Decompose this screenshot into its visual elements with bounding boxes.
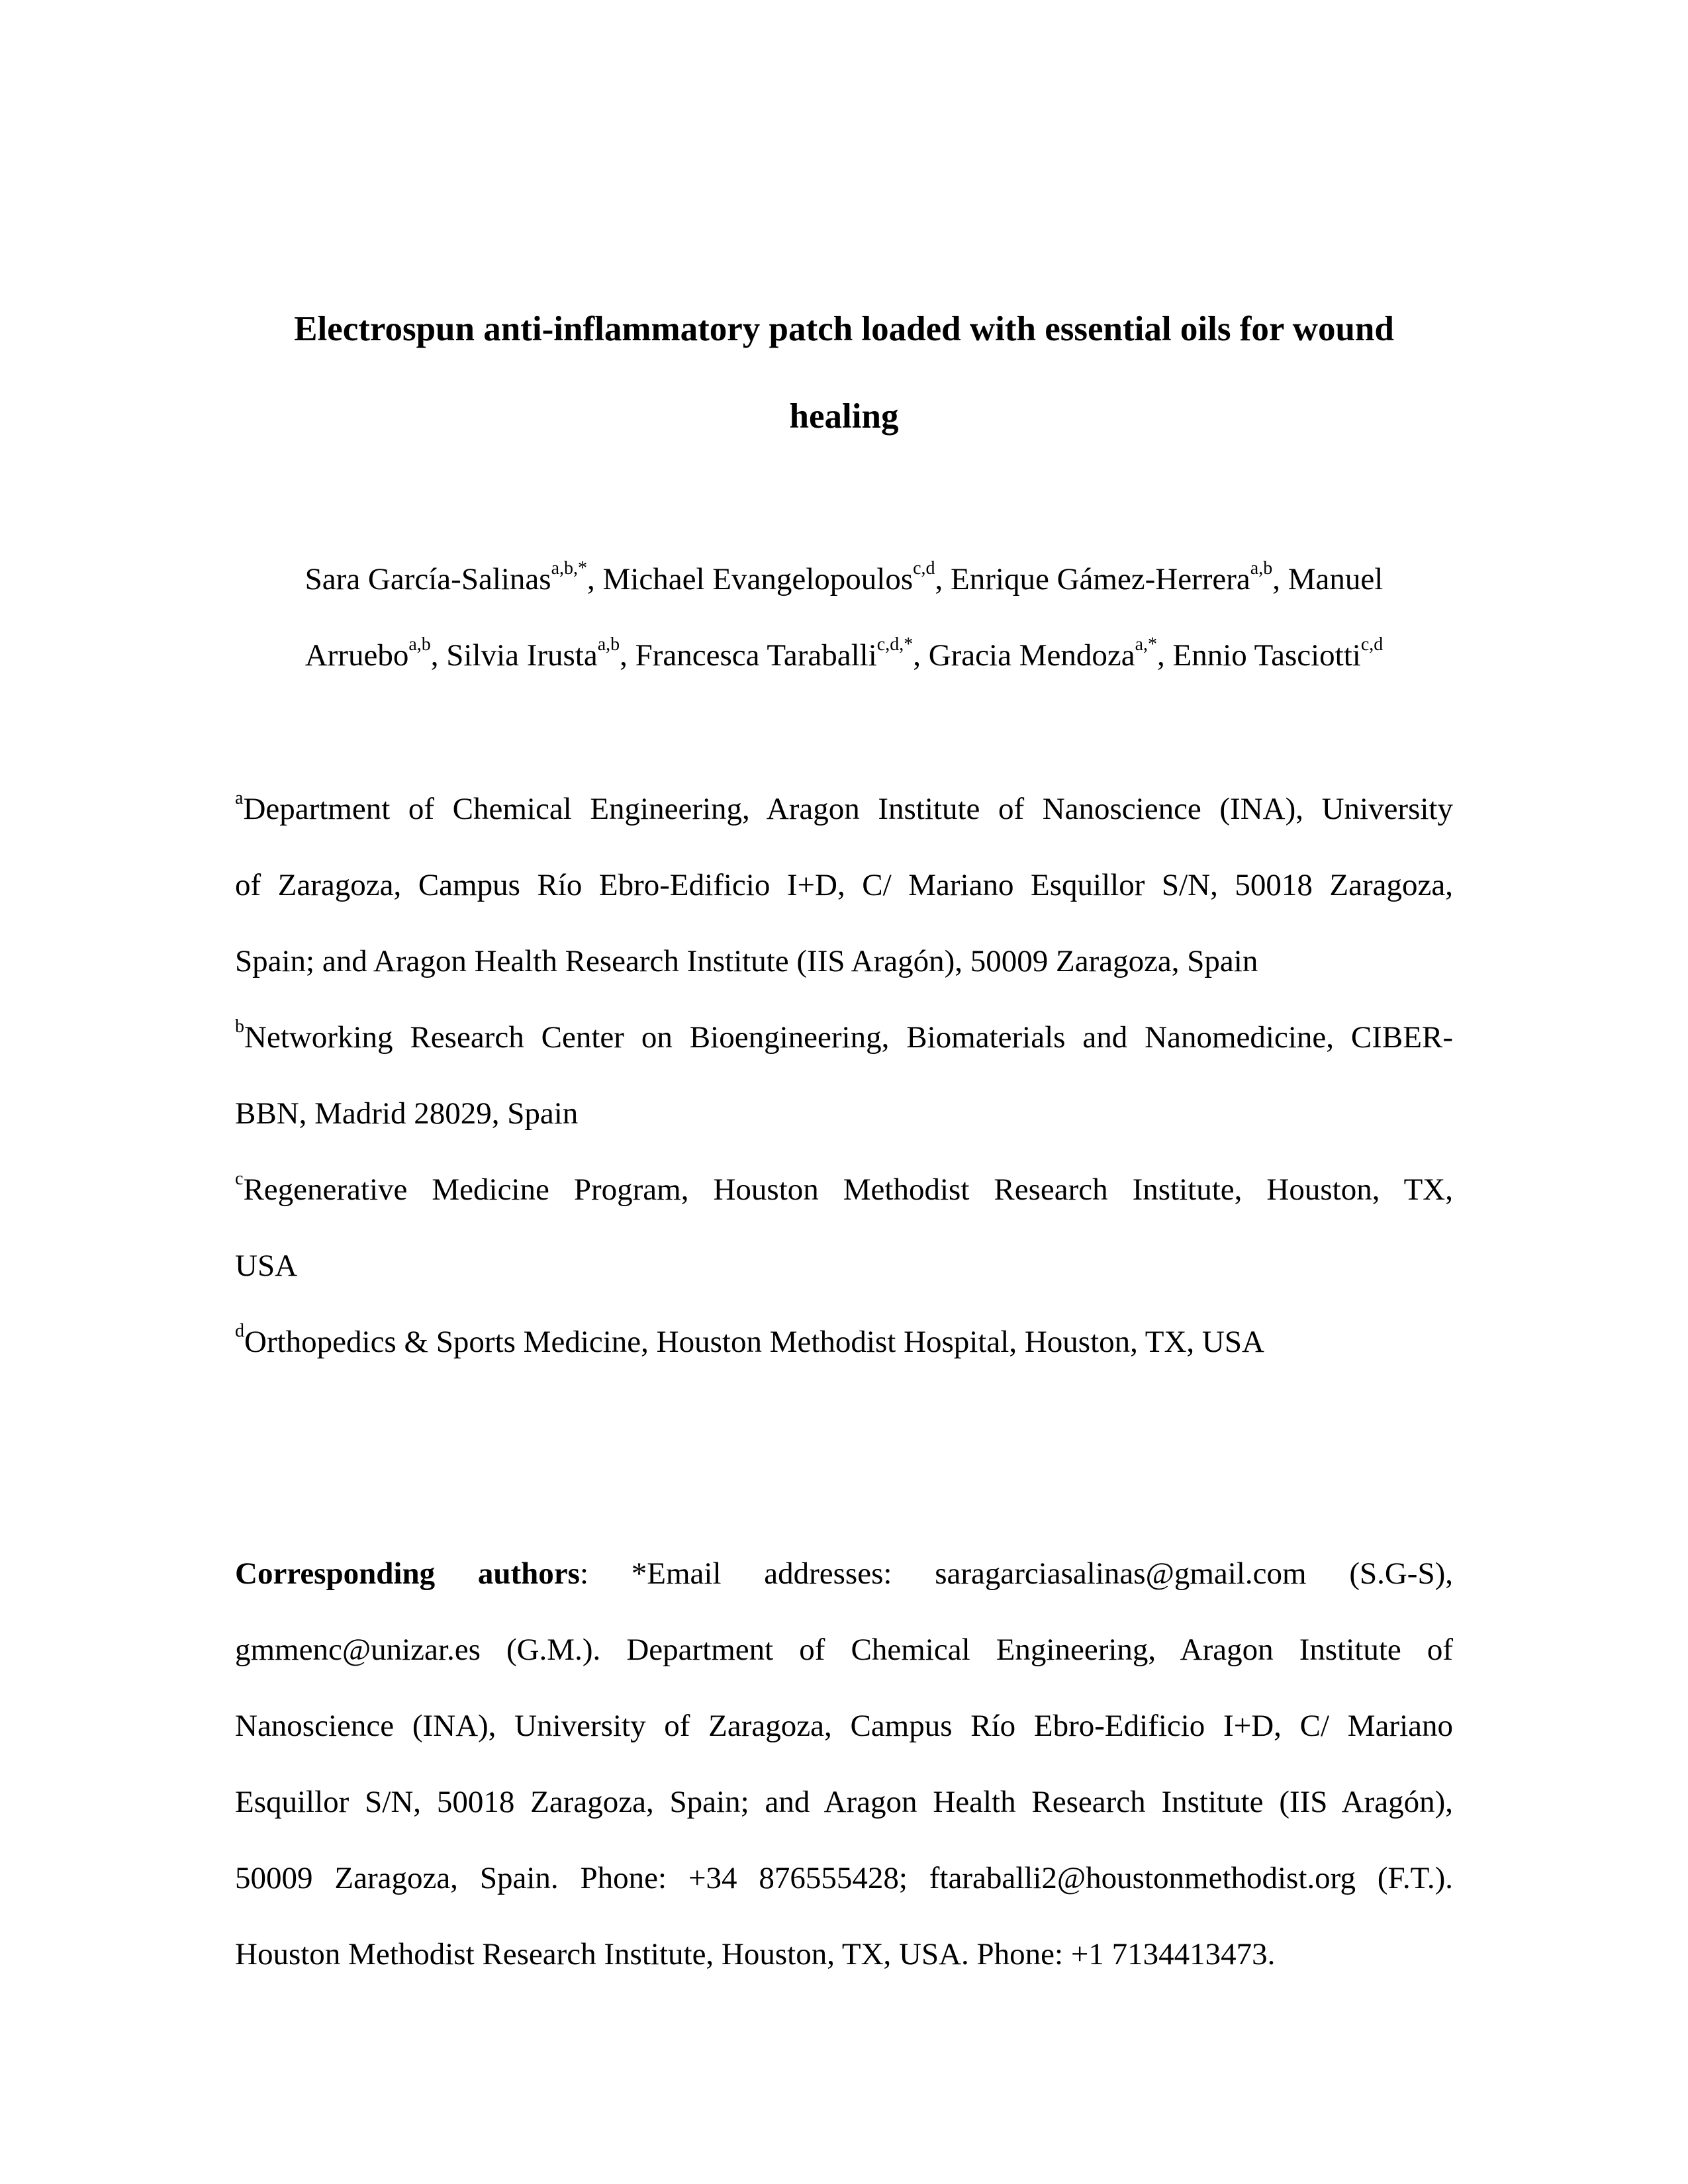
correspondence-line-2: gmmenc@unizar.es (G.M.). Department of Chemical Engineering, Aragon Institute of: [235, 1633, 1453, 1667]
correspondence-line-3: Nanoscience (INA), University of Zaragoza, Campus Río Ebro-Edificio I+D, C/ Mariano: [235, 1709, 1453, 1743]
correspondence-label: Corresponding authors: [235, 1556, 580, 1591]
author-name: , Ennio Tasciotti: [1157, 638, 1361, 673]
affiliation-d-line-1: [235, 1322, 1264, 1362]
affiliation-b-line-2: BBN, Madrid 28029, Spain: [235, 1096, 579, 1131]
author-name: , Michael Evangelopoulos: [587, 562, 914, 596]
correspondence-line-1: [235, 1554, 1453, 1593]
author-name: , Gracia Mendoza: [913, 638, 1135, 673]
affiliation-marker: b: [235, 1016, 244, 1037]
author-line-1: [199, 559, 1489, 599]
paper-title-line-2: healing: [789, 397, 899, 436]
affiliation-a-line-1: [235, 789, 1453, 829]
correspondence-line-4: Esquillor S/N, 50018 Zaragoza, Spain; and Aragon Health Research Institute (IIS Aragón),: [235, 1785, 1453, 1819]
author-affiliation-marker: a,b: [408, 634, 431, 655]
affiliation-text: Networking Research Center on Bioengineering, Biomaterials and Nanomedicine, CIBER-: [244, 1020, 1453, 1055]
author-line-2: [199, 636, 1489, 675]
affiliation-a-line-3: Spain; and Aragon Health Research Institute (IIS Aragón), 50009 Zaragoza, Spain: [235, 944, 1258, 978]
affiliation-b-line-1: [235, 1018, 1453, 1057]
affiliation-marker: a: [235, 788, 244, 809]
affiliation-c-line-2: USA: [235, 1249, 298, 1283]
author-affiliation-marker: c,d: [1360, 634, 1383, 655]
correspondence-line-5: 50009 Zaragoza, Spain. Phone: +34 876555428; ftaraballi2@houstonmethodist.org (F.T.).: [235, 1861, 1453, 1895]
author-affiliation-marker: a,b: [597, 634, 620, 655]
affiliation-text: Department of Chemical Engineering, Aragon Institute of Nanoscience (INA), University: [243, 792, 1453, 826]
affiliation-marker: d: [235, 1321, 244, 1342]
correspondence-text: : *Email addresses: saragarciasalinas@gmail.com (S.G-S),: [579, 1556, 1453, 1591]
affiliation-text: Regenerative Medicine Program, Houston Methodist Research Institute, Houston, TX,: [243, 1172, 1453, 1207]
author-name: , Enrique Gámez-Herrera: [935, 562, 1250, 596]
author-name: , Manuel: [1272, 562, 1383, 596]
author-affiliation-marker: a,b: [1250, 558, 1273, 579]
author-name: Arruebo: [305, 638, 409, 673]
correspondence-line-6: Houston Methodist Research Institute, Houston, TX, USA. Phone: +1 7134413473.: [235, 1937, 1276, 1971]
author-name: Sara García-Salinas: [305, 562, 551, 596]
affiliation-c-line-1: [235, 1170, 1453, 1210]
author-affiliation-marker: c,d: [913, 558, 935, 579]
author-affiliation-marker: a,b,*: [551, 558, 588, 579]
affiliation-a-line-2: of Zaragoza, Campus Río Ebro-Edificio I+D, C/ Mariano Esquillor S/N, 50018 Zaragoza,: [235, 868, 1453, 902]
affiliation-marker: c: [235, 1168, 244, 1190]
author-name: , Silvia Irusta: [430, 638, 598, 673]
affiliation-text: Orthopedics & Sports Medicine, Houston Methodist Hospital, Houston, TX, USA: [244, 1325, 1264, 1359]
paper-title-line-1: Electrospun anti-inflammatory patch loaded with essential oils for wound: [294, 310, 1394, 348]
author-affiliation-marker: a,*: [1135, 634, 1157, 655]
author-name: , Francesca Taraballi: [620, 638, 877, 673]
author-affiliation-marker: c,d,*: [876, 634, 914, 655]
